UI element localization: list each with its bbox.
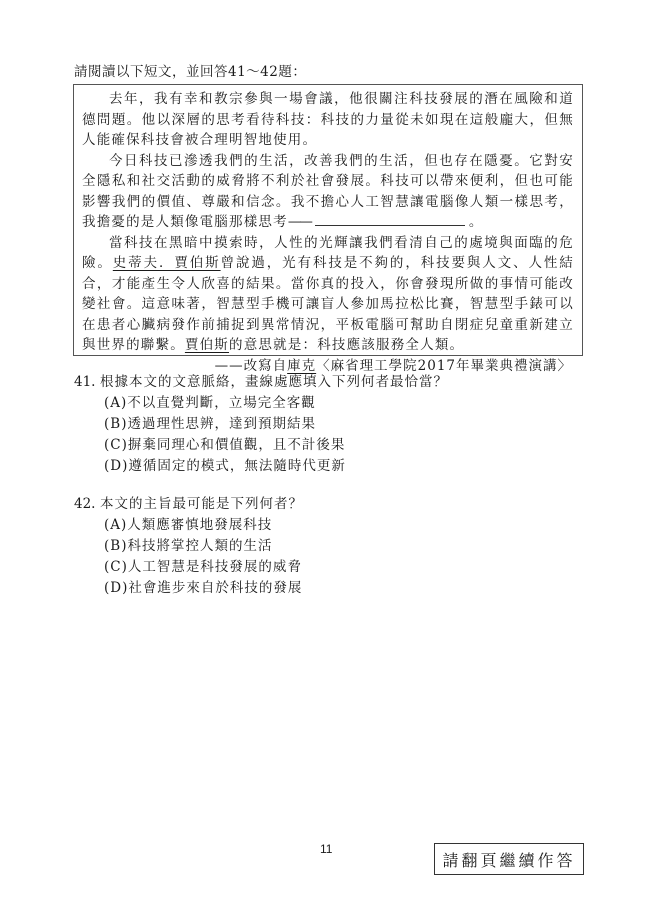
option-d: (D)遵循固定的模式，無法隨時代更新 — [104, 458, 346, 474]
passage-paragraph-3-text-c: 的意思就是：科技應該服務全人類。 — [229, 337, 465, 353]
option-b: (B)透過理性思辨，達到預期結果 — [104, 416, 316, 432]
passage-paragraph-3 — [82, 233, 574, 356]
question-number: 41. — [74, 374, 96, 390]
reading-passage-box — [73, 84, 583, 374]
period: 。 — [468, 214, 484, 230]
passage-paragraph-3-text-a: 當科技在黑暗中摸索時，人性的光輝讓我們看清自己的處境與面臨的危險。 — [82, 234, 574, 271]
question-stem: 根據本文的文意脈絡，畫線處應填入下列何者最恰當？ — [100, 374, 448, 390]
source-title: 〈麻省理工學院2017年畢業典禮演講〉 — [316, 357, 572, 374]
question-number: 42. — [74, 496, 96, 512]
passage-paragraph-2 — [82, 151, 574, 233]
reading-instruction: 請閱讀以下短文，並回答41～42題： — [74, 64, 307, 80]
option-b: (B)科技將掌控人類的生活 — [104, 538, 273, 554]
options-list — [104, 515, 303, 599]
question-stem: 本文的主旨最可能是下列何者？ — [100, 496, 303, 512]
source-prefix: ——改寫自 — [214, 357, 288, 374]
option-c: (C)摒棄同理心和價值觀，且不計後果 — [104, 437, 346, 453]
passage-paragraph-1: 去年，我有幸和教宗參與一場會議，他很關注科技發展的潛在風險和道德問題。他以深層的思考看待科技：科技的力量從未如現在這般龐大，但無人能確保科技會被合理明智地使用。 — [82, 91, 574, 148]
option-c: (C)人工智慧是科技發展的威脅 — [104, 559, 302, 575]
option-a: (A)人類應審慎地發展科技 — [104, 517, 273, 533]
source-author: 庫克 — [287, 357, 317, 374]
proper-noun-steve-jobs: 史蒂夫．賈伯斯 — [112, 255, 221, 271]
option-a: (A)不以直覺判斷，立場完全客觀 — [104, 395, 316, 411]
passage-paragraph-3-text-b: 曾說過，光有科技是不夠的，科技要與人文、人性結合，才能產生令人欣喜的結果。當你真的投入，你會發現所做的事情可能改變社會。這意味著，智慧型手機可讓盲人參加馬拉松比賽，智慧型手錶可以在患者心臟病發作前捕捉到異常情況，平板電腦可幫助自閉症兒童重新建立與世界的聯繫。 — [82, 255, 574, 353]
option-d: (D)社會進步來自於科技的發展 — [104, 580, 303, 596]
question-41 — [74, 372, 448, 477]
continue-notice-box: 請翻頁繼續作答 — [434, 843, 584, 875]
em-dash: —— — [287, 214, 311, 230]
question-42 — [74, 494, 303, 599]
passage-paragraph-2-text: 今日科技已滲透我們的生活，改善我們的生活，但也存在隱憂。它對安全隱私和社交活動的威脅將不利於社會發展。科技可以帶來便利，但也可能影響我們的價值、尊嚴和信念。我不擔心人工智慧讓電腦像人類一樣思考，我擔憂的是人類像電腦那樣思考 — [82, 152, 574, 230]
page-number: 11 — [320, 842, 333, 856]
options-list — [104, 393, 448, 477]
fill-in-blank-line — [315, 213, 465, 226]
proper-noun-jobs: 賈伯斯 — [184, 337, 230, 353]
